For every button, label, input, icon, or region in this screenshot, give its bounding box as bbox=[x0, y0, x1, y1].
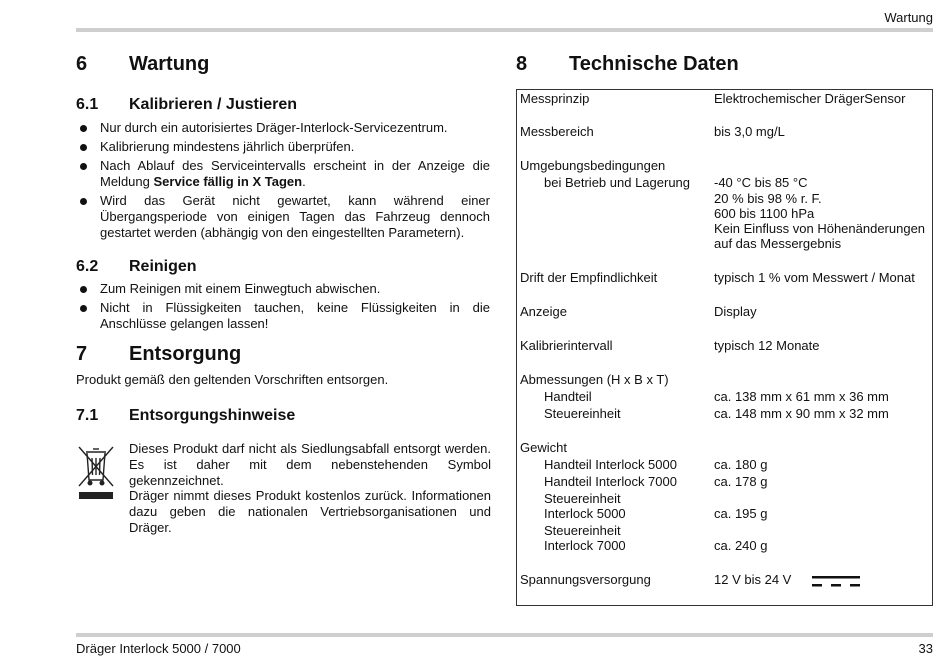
list-item-text: . bbox=[302, 174, 306, 189]
section-8-heading bbox=[516, 53, 739, 76]
list-item bbox=[76, 139, 490, 155]
row-label: Steuereinheit bbox=[544, 406, 621, 421]
row-value: Elektrochemischer DrägerSensor bbox=[714, 91, 906, 106]
section-6-2-heading bbox=[76, 258, 197, 276]
row-value: typisch 12 Monate bbox=[714, 338, 820, 353]
list-item bbox=[76, 120, 490, 136]
row-value: typisch 1 % vom Messwert / Monat bbox=[714, 270, 915, 285]
row-value: -40 °C bis 85 °C bbox=[714, 175, 808, 190]
calibration-list bbox=[76, 120, 490, 244]
row-label: Spannungsversorgung bbox=[520, 572, 651, 587]
section-7-1-heading bbox=[76, 407, 295, 425]
row-value: Kein Einfluss von Höhenänderungen bbox=[714, 221, 926, 236]
row-value: 20 % bis 98 % r. F. bbox=[714, 191, 822, 206]
section-title: Entsorgung bbox=[129, 343, 242, 365]
section-number: 6.1 bbox=[76, 96, 99, 113]
row-value: auf das Messergebnis bbox=[714, 236, 842, 251]
row-value: bis 3,0 mg/L bbox=[714, 124, 785, 139]
row-value: ca. 148 mm x 90 mm x 32 mm bbox=[714, 406, 889, 421]
list-item bbox=[76, 158, 490, 190]
section-title: Kalibrieren / Justieren bbox=[129, 96, 298, 113]
page-number: 33 bbox=[918, 641, 933, 656]
direct-current-symbol-icon bbox=[812, 574, 860, 590]
list-item bbox=[76, 300, 490, 332]
row-label: Gewicht bbox=[520, 440, 567, 455]
disposal-note-1: Dieses Produkt darf nicht als Siedlungsabfall entsorgt werden. Es ist daher mit dem nebenstehenden Symbol gekennzeichnet. bbox=[129, 441, 491, 488]
disposal-note-2: Dräger nimmt dieses Produkt kostenlos zurück. Informationen dazu geben die nationalen Vertriebsorganisationen und Dräger. bbox=[129, 488, 491, 535]
row-value: ca. 138 mm x 61 mm x 36 mm bbox=[714, 389, 889, 404]
service-message: Service fällig in X Tagen bbox=[153, 174, 303, 189]
section-number: 6.2 bbox=[76, 258, 99, 275]
row-value: 600 bis 1100 hPa bbox=[714, 206, 815, 221]
bottom-rule bbox=[76, 633, 933, 637]
row-value: 12 V bis 24 V bbox=[714, 572, 792, 587]
section-title: Entsorgungshinweise bbox=[129, 407, 296, 424]
top-rule bbox=[76, 28, 933, 32]
list-item-text: Nach Ablauf des Serviceintervalls erscheint in der Anzeige die Meldung bbox=[100, 158, 490, 189]
list-item-text: Nicht in Flüssigkeiten tauchen, keine Flüssigkeiten in die Anschlüsse gelangen lassen! bbox=[100, 300, 490, 331]
row-label: Kalibrierintervall bbox=[520, 338, 613, 353]
crossed-out-wheeled-bin-icon bbox=[76, 444, 116, 502]
footer-title: Dräger Interlock 5000 / 7000 bbox=[76, 641, 241, 656]
list-item bbox=[76, 193, 490, 241]
row-label: Steuereinheit bbox=[544, 523, 621, 538]
row-value: ca. 178 g bbox=[714, 474, 768, 489]
section-number: 8 bbox=[516, 53, 528, 75]
row-label: Anzeige bbox=[520, 304, 567, 319]
row-value: ca. 180 g bbox=[714, 457, 768, 472]
section-title: Wartung bbox=[129, 53, 210, 75]
row-value: ca. 195 g bbox=[714, 506, 768, 521]
running-header: Wartung bbox=[884, 10, 933, 25]
row-label: Handteil bbox=[544, 389, 592, 404]
row-label: Abmessungen (H x B x T) bbox=[520, 372, 669, 387]
section-title: Technische Daten bbox=[569, 53, 739, 75]
list-item-text: Kalibrierung mindestens jährlich überprüfen. bbox=[100, 139, 355, 154]
list-item-text: Wird das Gerät nicht gewartet, kann während einer Übergangsperiode von einigen Tagen das Fahrzeug dennoch gestartet werden (abhängig von den eingestellten Parametern). bbox=[100, 193, 490, 240]
row-label: Drift der Empfindlichkeit bbox=[520, 270, 658, 285]
section-title: Reinigen bbox=[129, 258, 197, 275]
cleaning-list bbox=[76, 281, 490, 335]
technical-data-table bbox=[516, 89, 933, 606]
section-number: 6 bbox=[76, 53, 88, 75]
section-6-1-heading bbox=[76, 96, 297, 114]
list-item bbox=[76, 281, 490, 297]
row-label: Interlock 7000 bbox=[544, 538, 626, 553]
row-label: Messprinzip bbox=[520, 91, 590, 106]
list-item-text: Nur durch ein autorisiertes Dräger-Interlock-Servicezentrum. bbox=[100, 120, 448, 135]
disposal-text: Produkt gemäß den geltenden Vorschriften entsorgen. bbox=[76, 372, 389, 387]
row-label: Messbereich bbox=[520, 124, 594, 139]
list-item-text: Zum Reinigen mit einem Einwegtuch abwischen. bbox=[100, 281, 381, 296]
row-value: Display bbox=[714, 304, 757, 319]
row-label: Steuereinheit bbox=[544, 491, 621, 506]
row-label: Umgebungsbedingungen bbox=[520, 158, 666, 173]
section-7-heading bbox=[76, 343, 241, 366]
row-label: Handteil Interlock 5000 bbox=[544, 457, 677, 472]
row-label: Interlock 5000 bbox=[544, 506, 626, 521]
row-label: bei Betrieb und Lagerung bbox=[544, 175, 691, 190]
section-number: 7.1 bbox=[76, 407, 99, 424]
row-label: Handteil Interlock 7000 bbox=[544, 474, 677, 489]
section-6-heading bbox=[76, 53, 209, 76]
section-number: 7 bbox=[76, 343, 88, 365]
row-value: ca. 240 g bbox=[714, 538, 768, 553]
